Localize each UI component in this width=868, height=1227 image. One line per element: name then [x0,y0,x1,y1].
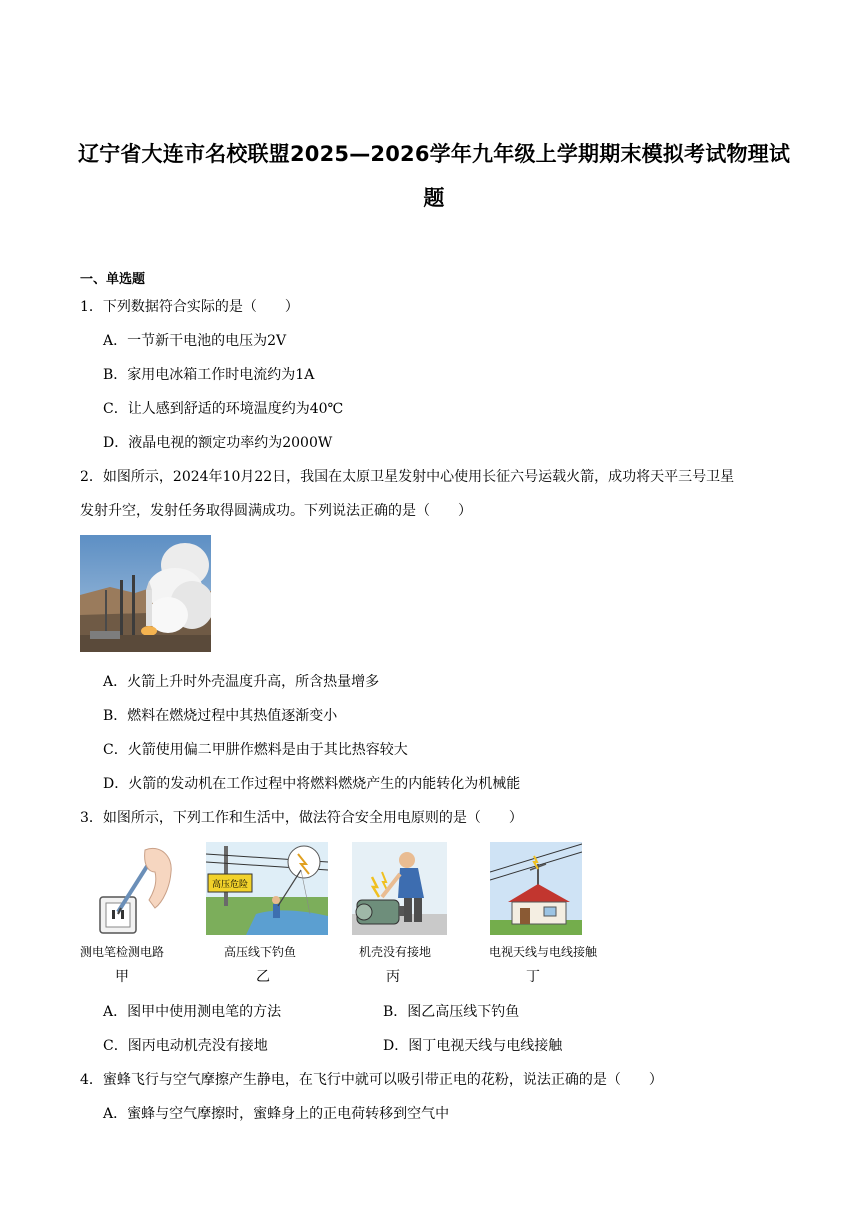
caption-bing: 机壳没有接地 [359,945,432,959]
question-3-stem: 3．如图所示，下列工作和生活中，做法符合安全用电原则的是（ ） [80,810,523,826]
label-yi: 乙 [256,969,270,985]
question-1-option-b: B．家用电冰箱工作时电流约为1A [103,367,315,383]
caption-jia: 测电笔检测电路 [80,945,165,959]
question-2-stem-line1: 2．如图所示，2024年10月22日，我国在太原卫星发射中心使用长征六号运载火箭，成功将天平三号卫星 [80,469,735,485]
rocket-launch-image [80,535,211,652]
question-2-option-c: C．火箭使用偏二甲肼作燃料是由于其比热容较大 [103,742,408,758]
exam-title-line1: 辽宁省大连市名校联盟2025—2026学年九年级上学期期末模拟考试物理试 [77,142,791,166]
test-pen-image [85,842,180,935]
fishing-under-power-line-image [206,842,328,935]
label-bing: 丙 [386,969,400,985]
question-1-option-a: A．一节新干电池的电压为2V [103,333,287,349]
question-3-option-d: D．图丁电视天线与电线接触 [383,1038,563,1054]
question-3-option-b: B．图乙高压线下钓鱼 [383,1004,520,1020]
exam-title-line2: 题 [423,186,445,210]
question-3-option-c: C．图丙电动机壳没有接地 [103,1038,268,1054]
question-2-stem-line2: 发射升空，发射任务取得圆满成功。下列说法正确的是（ ） [80,503,472,519]
ungrounded-motor-image [352,842,447,935]
question-1-option-c: C．让人感到舒适的环境温度约为40℃ [103,401,344,417]
caption-yi: 高压线下钓鱼 [224,945,297,959]
warning-sign-text: 高压危险 [211,880,249,890]
caption-ding: 电视天线与电线接触 [489,945,598,959]
question-4-option-a: A．蜜蜂与空气摩擦时，蜜蜂身上的正电荷转移到空气中 [103,1106,450,1122]
section-heading: 一、单选题 [80,272,146,287]
label-jia: 甲 [115,969,129,985]
question-1-stem: 1．下列数据符合实际的是（ ） [80,299,299,315]
label-ding: 丁 [526,969,540,985]
question-2-option-a: A．火箭上升时外壳温度升高，所含热量增多 [103,674,380,690]
question-1-option-d: D．液晶电视的额定功率约为2000W [103,435,333,451]
question-2-option-d: D．火箭的发动机在工作过程中将燃料燃烧产生的内能转化为机械能 [103,776,521,792]
question-2-option-b: B．燃料在燃烧过程中其热值逐渐变小 [103,708,338,724]
question-4-stem: 4．蜜蜂飞行与空气摩擦产生静电，在飞行中就可以吸引带正电的花粉，说法正确的是（ ） [80,1072,663,1088]
question-3-option-a: A．图甲中使用测电笔的方法 [103,1004,282,1020]
antenna-touching-wire-image [490,842,582,935]
